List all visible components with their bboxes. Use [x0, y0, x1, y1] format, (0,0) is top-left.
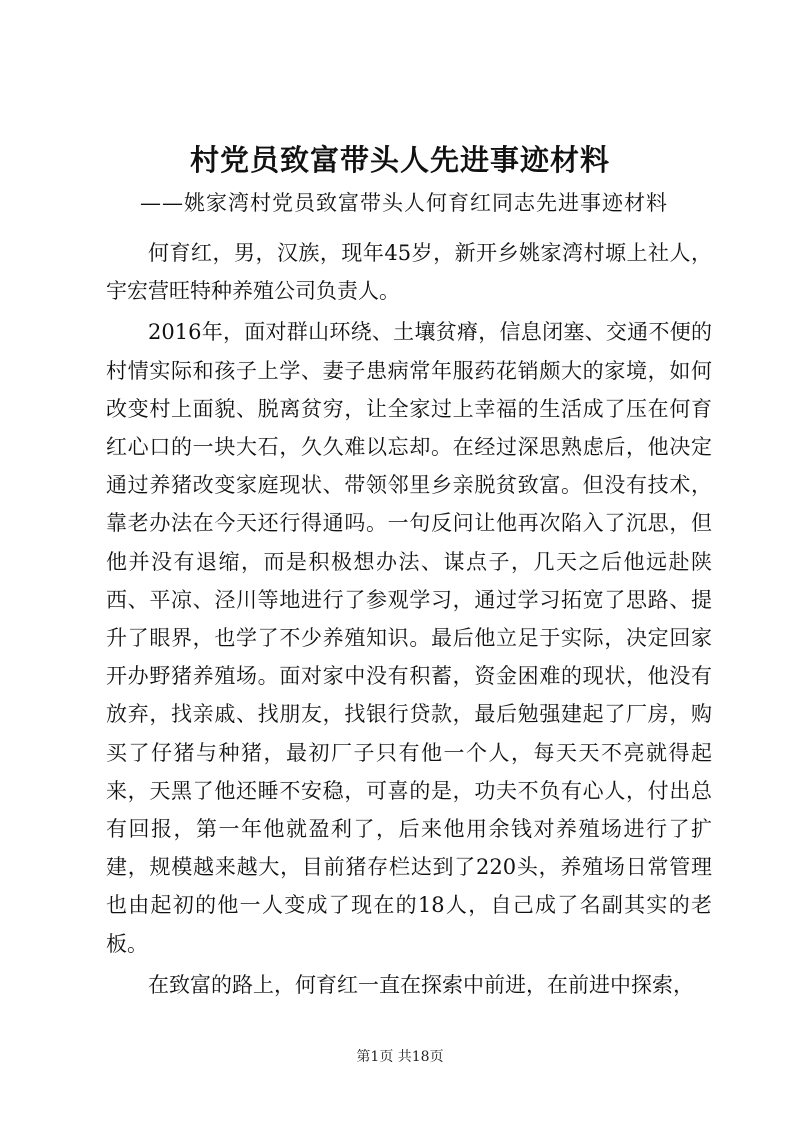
page-footer: 第1页 共18页 — [356, 1049, 444, 1065]
paragraph: 在致富的路上，何育红一直在探索中前进，在前进中探索， — [148, 972, 694, 997]
document-title: 村党员致富带头人先进事迹材料 — [189, 143, 610, 177]
document-body — [106, 234, 712, 1004]
paragraph: 何育红，男，汉族，现年45岁，新开乡姚家湾村塬上社人，宇宏营旺特种养殖公司负责人。 — [106, 241, 712, 304]
document-subtitle: ——姚家湾村党员致富带头人何育红同志先进事迹材料 — [140, 191, 668, 215]
paragraph: 2016年，面对群山环绕、土壤贫瘠，信息闭塞、交通不便的村情实际和孩子上学、妻子患病常年服药花销颇大的家境，如何改变村上面貌、脱离贫穷，让全家过上幸福的生活成了压在何育红心口的一块大石，久久难以忘却。在经过深思熟虑后，他决定通过养猪改变家庭现状、带领邻里乡亲脱贫致富。但没有技术，靠老办法在今天还行得通吗。一句反问让他再次陷入了沉思，但他并没有退缩，而是积极想办法、谋点子，几天之后他远赴陕西、平凉、泾川等地进行了参观学习，通过学习拓宽了思路、提升了眼界，也学了不少养殖知识。最后他立足于实际，决定回家开办野猪养殖场。面对家中没有积蓄，资金困难的现状，他没有放弃，找亲戚、找朋友，找银行贷款，最后勉强建起了厂房，购买了仔猪与种猪，最初厂子只有他一个人，每天天不亮就得起来，天黑了他还睡不安稳，可喜的是，功夫不负有心人，付出总有回报，第一年他就盈利了，后来他用余钱对养殖场进行了扩建，规模越来越大，目前猪存栏达到了220头，养殖场日常管理也由起初的他一人变成了现在的18人，自己成了名副其实的老板。 — [106, 320, 712, 956]
